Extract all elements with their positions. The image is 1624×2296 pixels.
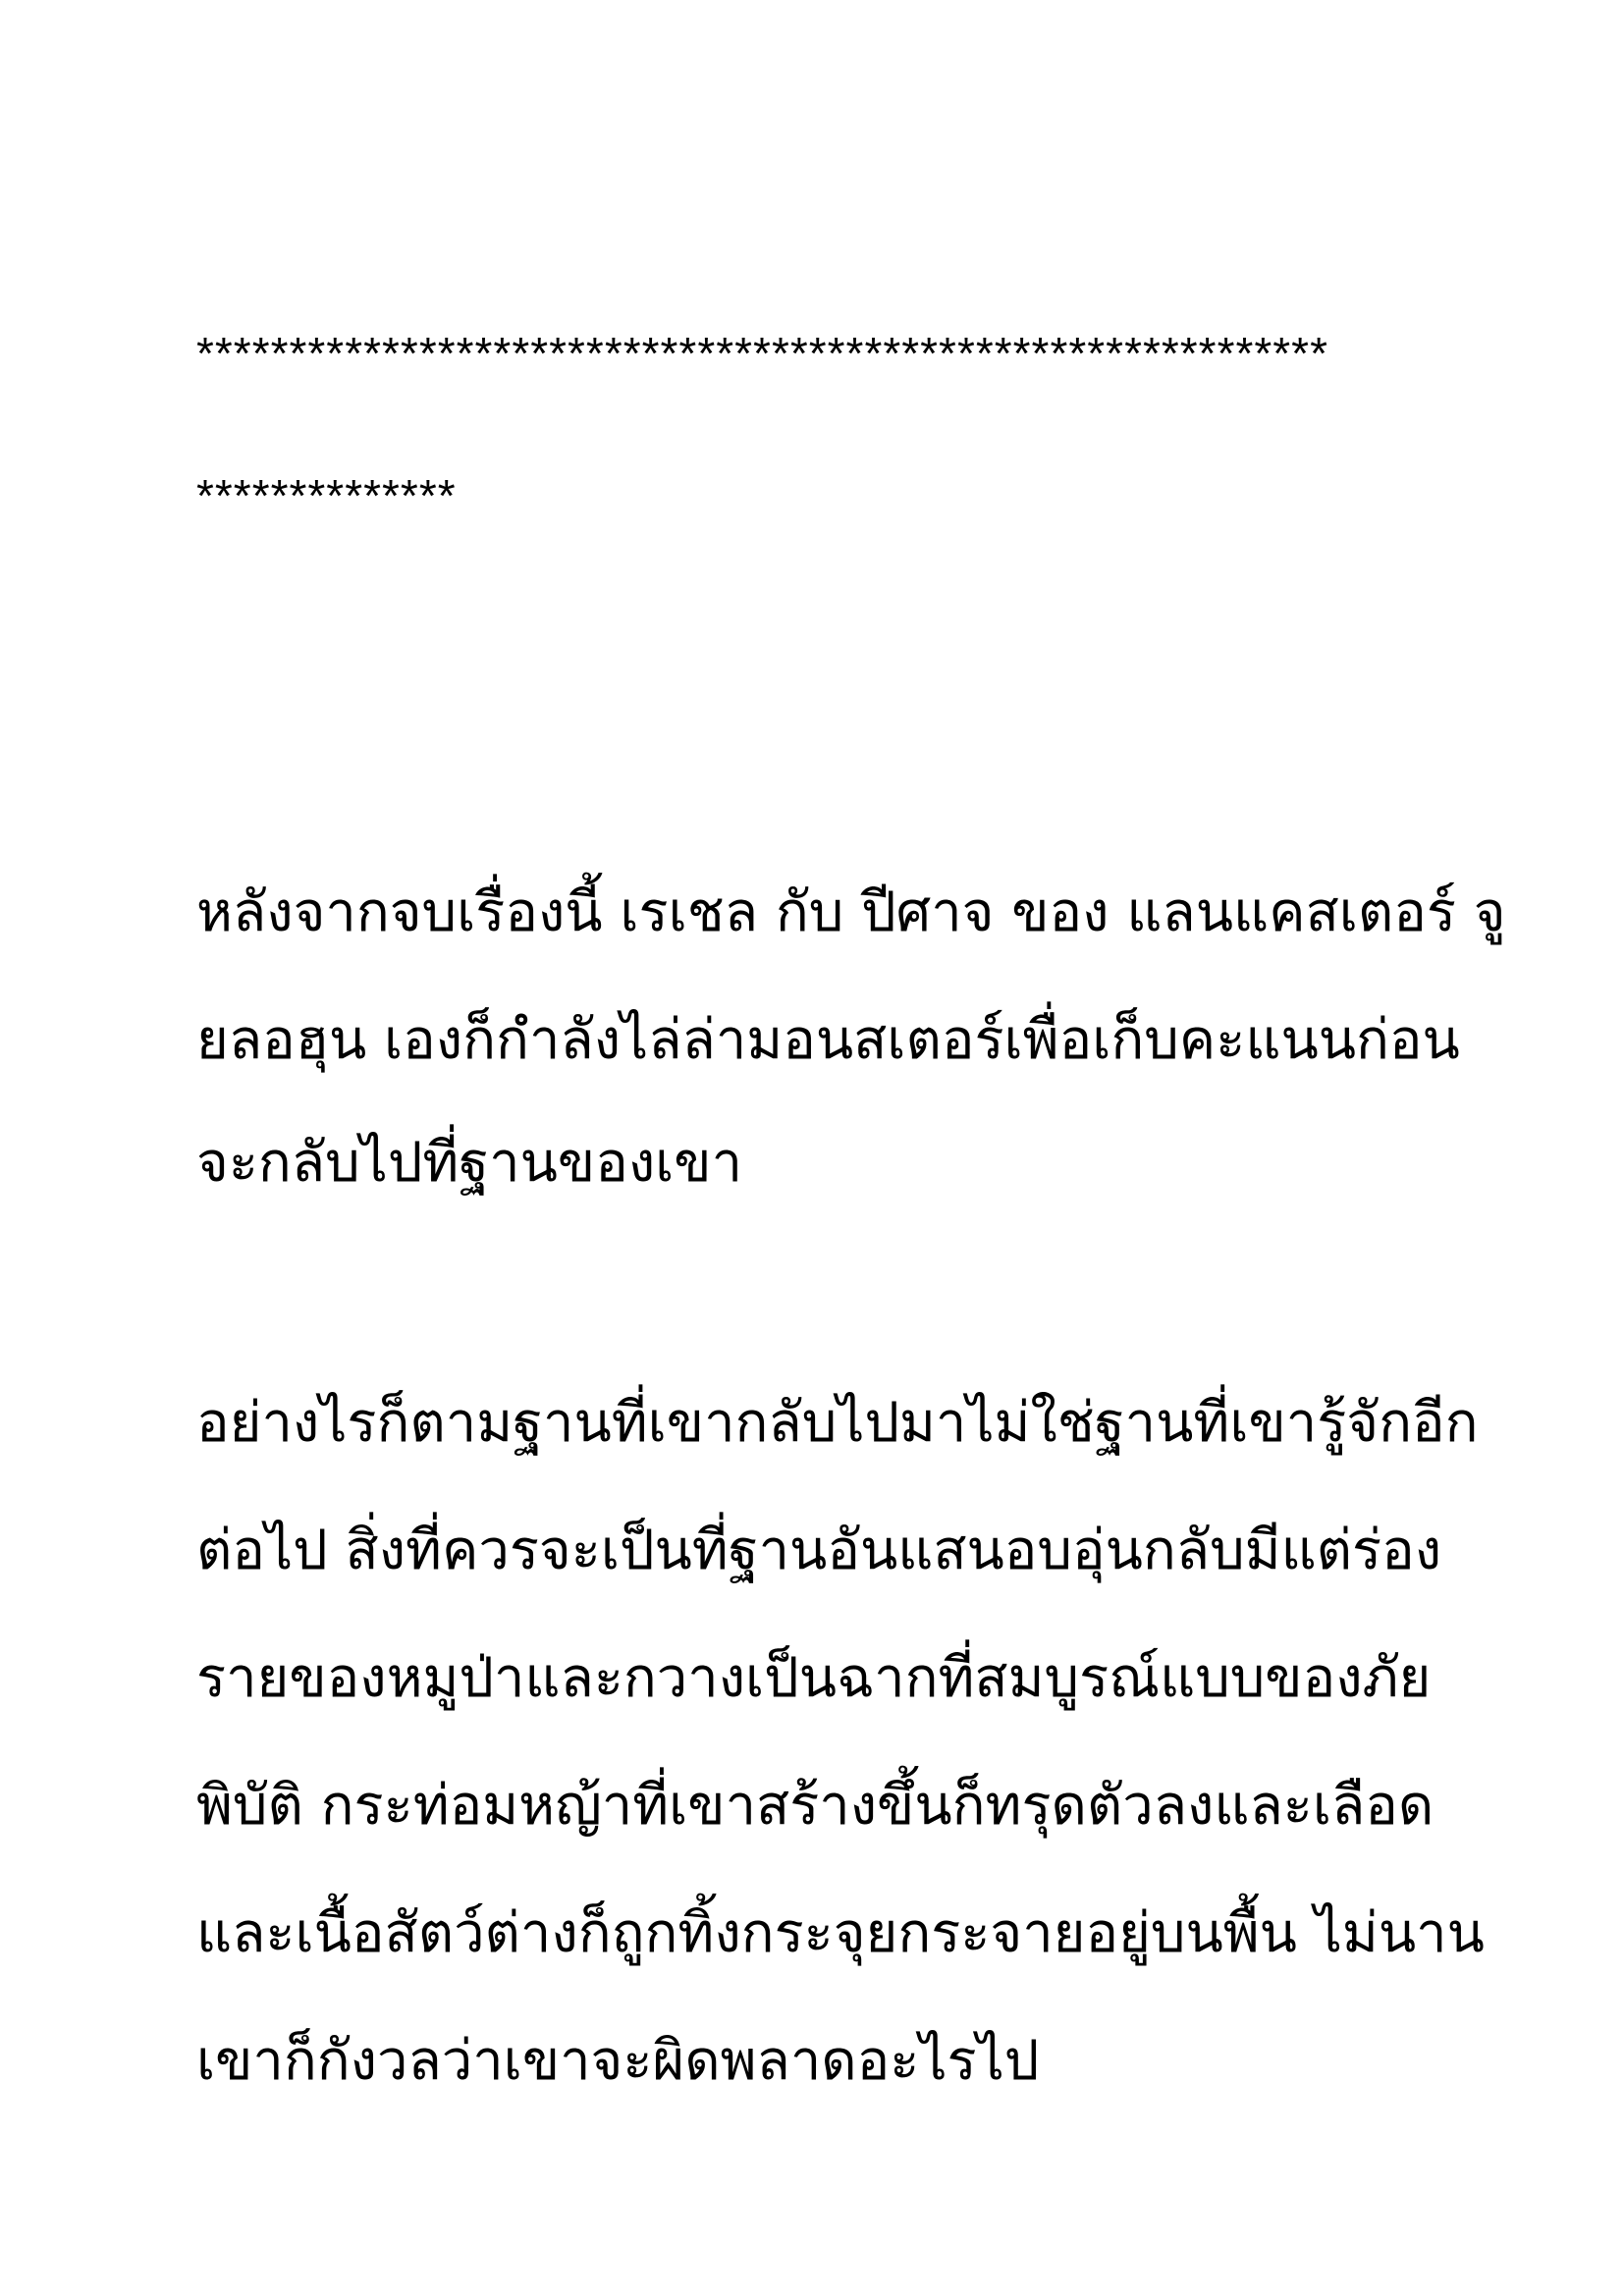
paragraph-line: ต่อไป สิ่งที่ควรจะเป็นที่ฐานอันแสนอบอุ่นกลับมีแต่ร่อง	[196, 1519, 1442, 1582]
paragraph-line: อย่างไรก็ตามฐานที่เขากลับไปมาไม่ใช่ฐานที่เขารู้จักอีก	[196, 1391, 1479, 1455]
paragraph-line: รายของหมูป่าและกวางเป็นฉากที่สมบูรณ์แบบของภัย	[196, 1646, 1432, 1710]
paragraph-line: หลังจากจบเรื่องนี้ เรเชล กับ ปีศาจ ของ แลนแคสเตอร์ จู	[196, 881, 1506, 944]
paragraph-line: ยลอฮุน เองก็กำลังไล่ล่ามอนสเตอร์เพื่อเก็บคะแนนก่อน	[196, 1008, 1460, 1072]
paragraph-line: พิบัติ กระท่อมหญ้าที่เขาสร้างขึ้นก็ทรุดตัวลงและเลือด	[196, 1774, 1435, 1838]
paragraph-line: เขาก็กังวลว่าเขาจะผิดพลาดอะไรไป	[196, 2029, 1040, 2093]
separator-line-1: *************************************************************	[196, 328, 1328, 379]
paragraph-line: จะกลับไปที่ฐานของเขา	[196, 1131, 743, 1195]
separator-line-2: **************	[196, 470, 457, 521]
paragraph-line: และเนื้อสัตว์ต่างก็ถูกทิ้งกระจุยกระจายอยู่บนพื้น ไม่นาน	[196, 1901, 1485, 1965]
